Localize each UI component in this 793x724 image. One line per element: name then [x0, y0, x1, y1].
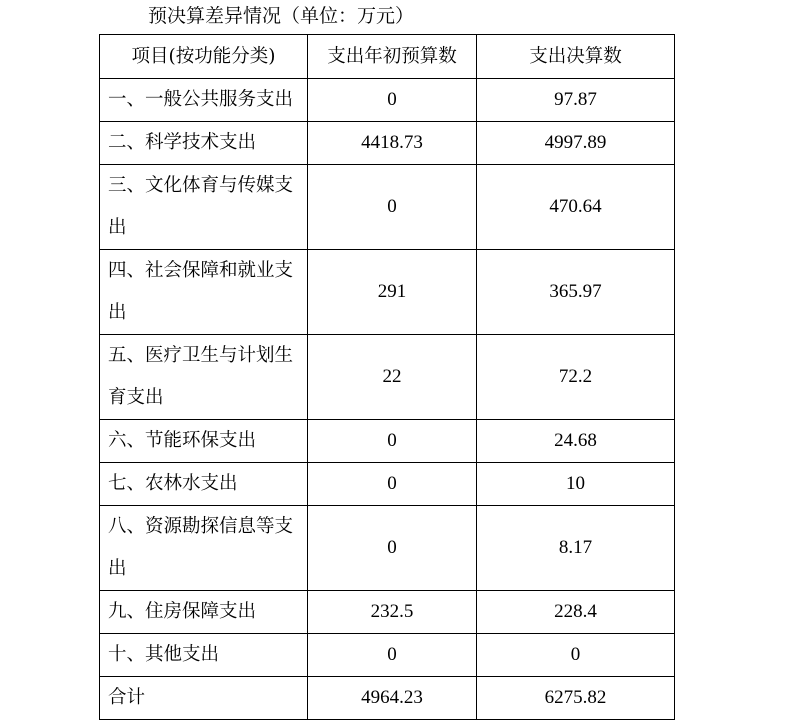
table-row — [100, 250, 675, 335]
row-item-cell: 八、资源勘探信息等支出 — [100, 506, 308, 591]
row-item-cell: 五、医疗卫生与计划生育支出 — [100, 335, 308, 420]
row-budget-cell: 4418.73 — [308, 122, 477, 165]
row-item-cell: 四、社会保障和就业支出 — [100, 250, 308, 335]
table-row — [100, 165, 675, 250]
row-budget-cell: 22 — [308, 335, 477, 420]
row-item-cell: 一、一般公共服务支出 — [100, 79, 308, 122]
row-final-cell: 365.97 — [477, 250, 675, 335]
row-final-cell: 470.64 — [477, 165, 675, 250]
row-item-cell: 七、农林水支出 — [100, 463, 308, 506]
row-final-cell: 228.4 — [477, 591, 675, 634]
table-row — [100, 506, 675, 591]
row-budget-cell: 0 — [308, 165, 477, 250]
total-row — [100, 677, 675, 720]
row-final-cell: 0 — [477, 634, 675, 677]
budget-variance-table — [99, 34, 675, 720]
row-final-cell: 24.68 — [477, 420, 675, 463]
header-budget: 支出年初预算数 — [308, 35, 477, 79]
row-item-cell: 十、其他支出 — [100, 634, 308, 677]
row-budget-cell: 0 — [308, 420, 477, 463]
row-budget-cell: 0 — [308, 634, 477, 677]
row-budget-cell: 0 — [308, 506, 477, 591]
row-budget-cell: 0 — [308, 463, 477, 506]
row-item-cell: 九、住房保障支出 — [100, 591, 308, 634]
row-item-cell: 合计 — [100, 677, 308, 720]
row-final-cell: 6275.82 — [477, 677, 675, 720]
table-row — [100, 79, 675, 122]
row-budget-cell: 0 — [308, 79, 477, 122]
row-final-cell: 97.87 — [477, 79, 675, 122]
table-row — [100, 420, 675, 463]
row-final-cell: 10 — [477, 463, 675, 506]
header-item: 项目(按功能分类) — [100, 35, 308, 79]
header-final: 支出决算数 — [477, 35, 675, 79]
table-row — [100, 122, 675, 165]
table-row — [100, 335, 675, 420]
row-final-cell: 72.2 — [477, 335, 675, 420]
table-title: 预决算差异情况（单位：万元） — [148, 5, 415, 27]
row-item-cell: 三、文化体育与传媒支出 — [100, 165, 308, 250]
row-item-cell: 六、节能环保支出 — [100, 420, 308, 463]
table-row — [100, 591, 675, 634]
table-header-row — [100, 35, 675, 79]
table-row — [100, 463, 675, 506]
row-budget-cell: 291 — [308, 250, 477, 335]
row-budget-cell: 232.5 — [308, 591, 477, 634]
row-final-cell: 4997.89 — [477, 122, 675, 165]
table-row — [100, 634, 675, 677]
row-budget-cell: 4964.23 — [308, 677, 477, 720]
row-item-cell: 二、科学技术支出 — [100, 122, 308, 165]
row-final-cell: 8.17 — [477, 506, 675, 591]
